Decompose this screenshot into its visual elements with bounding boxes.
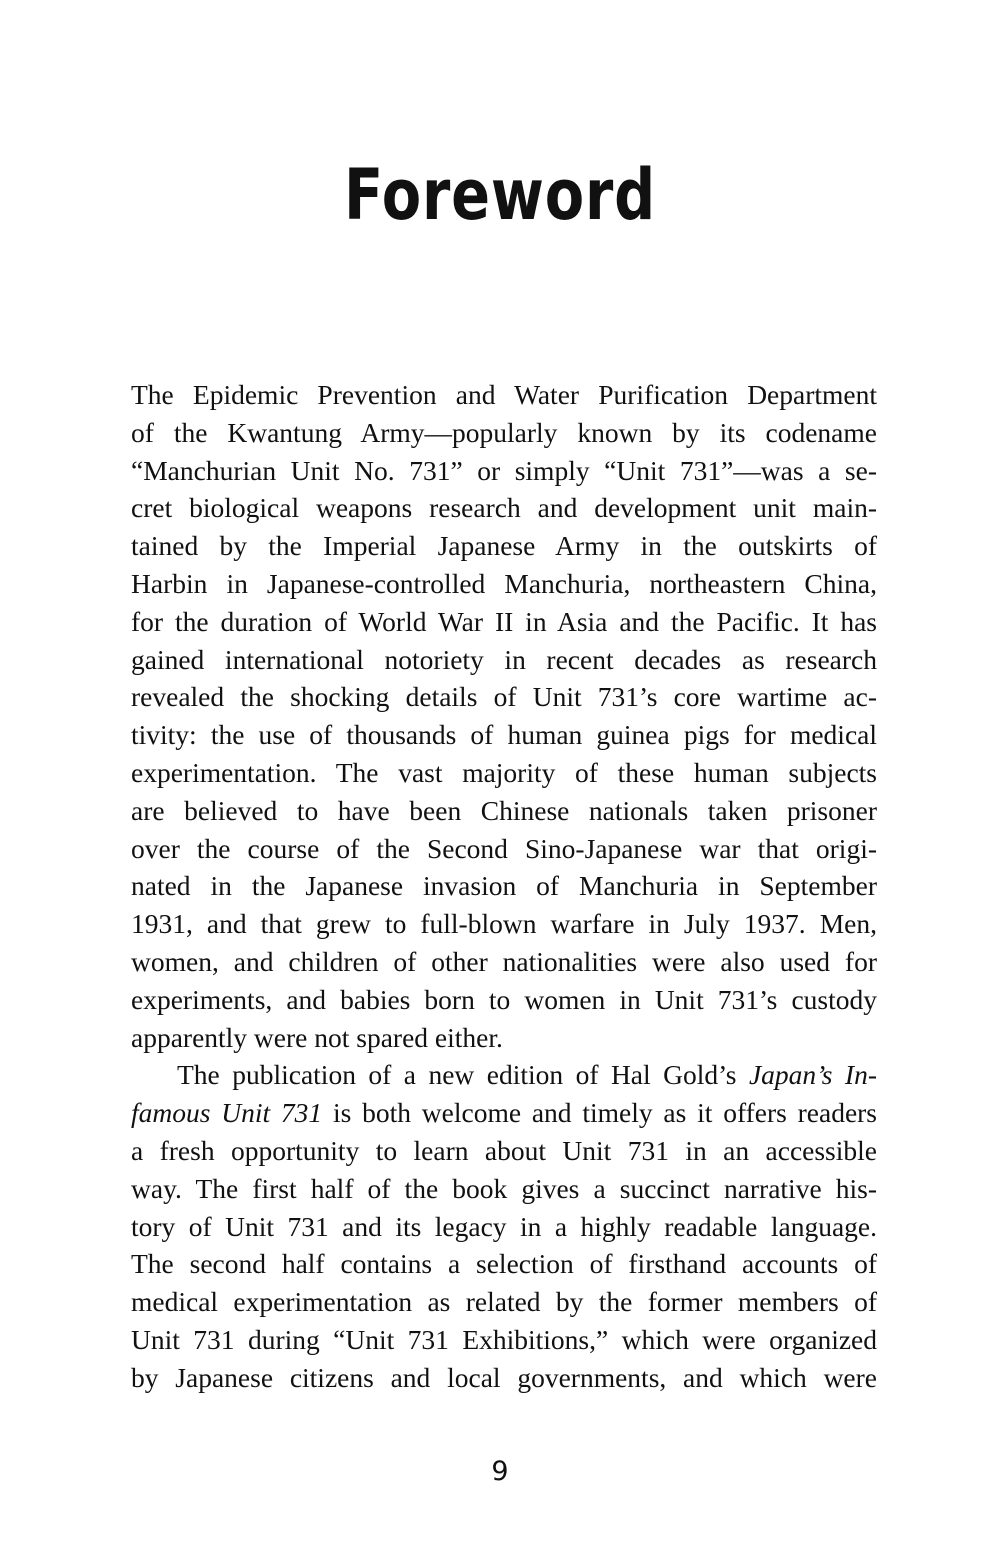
- text-line: by Japanese citizens and local governments, and which were: [131, 1361, 877, 1393]
- text-line: of the Kwantung Army—popularly known by its codename: [131, 416, 877, 448]
- text-line: nated in the Japanese invasion of Manchuria in September: [131, 870, 877, 902]
- text-line: for the duration of World War II in Asia and the Pacific. It has: [131, 605, 877, 637]
- text-line: over the course of the Second Sino-Japanese war that origi-: [131, 832, 877, 864]
- text-line: way. The first half of the book gives a succinct narrative his-: [131, 1172, 877, 1204]
- text-line: medical experimentation as related by the former members of: [131, 1286, 877, 1318]
- text-line: [131, 1056, 877, 1094]
- text-line: apparently were not spared either.: [131, 1021, 503, 1053]
- book-title-italic: Japan’s In-: [748, 1059, 877, 1091]
- text-line: tained by the Imperial Japanese Army in the outskirts of: [131, 530, 877, 562]
- text-line: are believed to have been Chinese nationals taken prisoner: [131, 794, 877, 826]
- chapter-title: Foreword: [344, 154, 656, 236]
- text-line: Harbin in Japanese-controlled Manchuria, northeastern China,: [131, 567, 877, 599]
- book-title-italic: famous Unit 731: [131, 1097, 323, 1129]
- text-line: Unit 731 during “Unit 731 Exhibitions,” which were organized: [131, 1323, 877, 1355]
- text-line: experimentation. The vast majority of these human subjects: [131, 756, 877, 788]
- text-line: a fresh opportunity to learn about Unit 731 in an accessible: [131, 1134, 877, 1166]
- text-line: women, and children of other nationalities were also used for: [131, 945, 877, 977]
- text-line: tivity: the use of thousands of human guinea pigs for medical: [131, 719, 877, 751]
- text-line: 1931, and that grew to full-blown warfare in July 1937. Men,: [131, 908, 877, 940]
- text-line: The Epidemic Prevention and Water Purification Department: [131, 379, 877, 410]
- text-run: is both welcome and timely as it offers readers: [322, 1097, 878, 1129]
- text-run: The publication of a new edition of Hal Gold’s: [177, 1059, 749, 1091]
- text-line: revealed the shocking details of Unit 731’s core wartime ac-: [131, 681, 877, 713]
- text-line: cret biological weapons research and development unit main-: [131, 492, 877, 524]
- body-text: [131, 376, 877, 1397]
- text-line: The second half contains a selection of firsthand accounts of: [131, 1248, 877, 1280]
- text-line: gained international notoriety in recent decades as research: [131, 643, 877, 675]
- page-number: 9: [491, 1456, 509, 1487]
- text-line: experiments, and babies born to women in Unit 731’s custody: [131, 983, 877, 1015]
- text-line: “Manchurian Unit No. 731” or simply “Unit 731”—was a se-: [131, 454, 877, 486]
- text-line: tory of Unit 731 and its legacy in a highly readable language.: [131, 1210, 877, 1242]
- text-line: [131, 1094, 877, 1132]
